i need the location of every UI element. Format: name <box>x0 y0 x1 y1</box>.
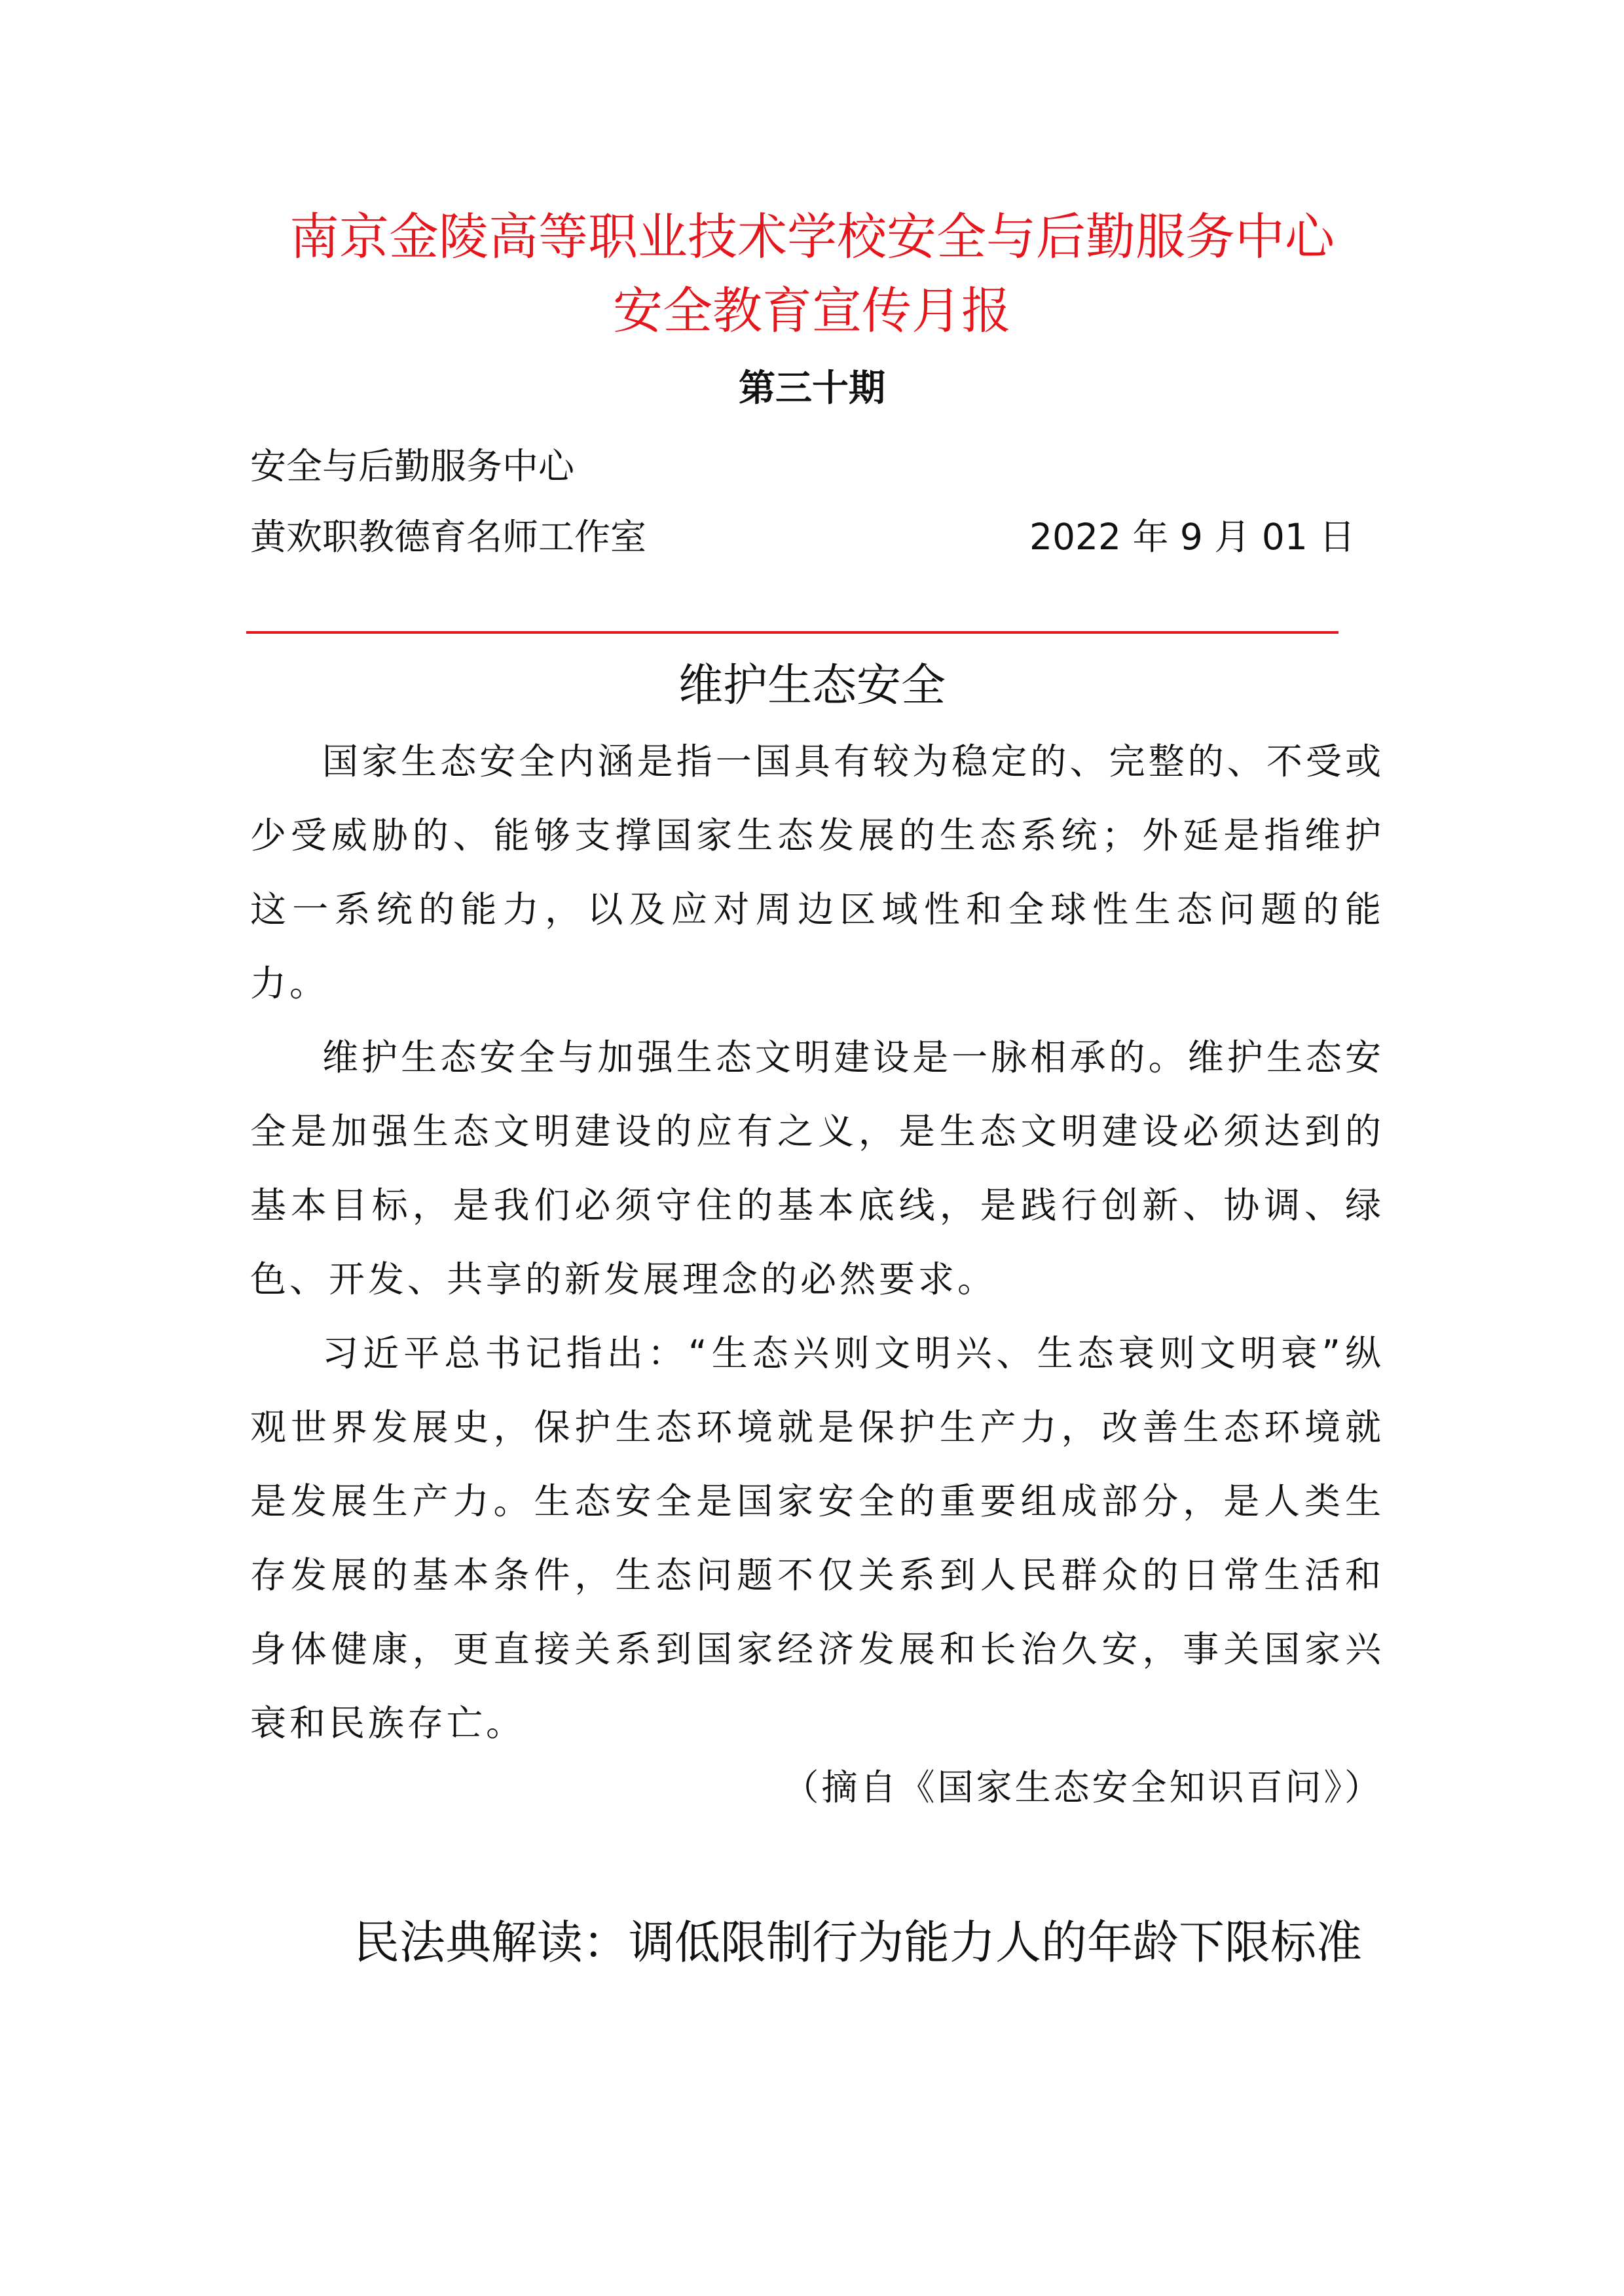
article-source: （摘自《国家生态安全知识百问》） <box>783 1766 1383 1808</box>
masthead-subtitle: 安全教育宣传月报 <box>613 282 1011 340</box>
article-body <box>250 725 1384 1760</box>
header-divider <box>246 631 1338 634</box>
article-paragraph: 国家生态安全内涵是指一国具有较为稳定的、完整的、不受或少受威胁的、能够支撑国家生态发展的生态系统；外延是指维护这一系统的能力，以及应对周边区域性和全球性生态问题的能力。 <box>250 740 1384 1004</box>
article-paragraph: 习近平总书记指出：“生态兴则文明兴、生态衰则文明衰”纵观世界发展史，保护生态环境就是保护生产力，改善生态环境就是发展生产力。生态安全是国家安全的重要组成部分，是人类生存发展的基本条件，生态问题不仅关系到人民群众的日常生活和身体健康，更直接关系到国家经济发展和长治久安，事关国家兴衰和民族存亡。 <box>250 1332 1384 1744</box>
article-title: 维护生态安全 <box>678 660 946 712</box>
issue-number: 第三十期 <box>739 367 885 410</box>
masthead-title: 南京金陵高等职业技术学校安全与后勤服务中心 <box>289 208 1335 266</box>
publisher-department: 安全与后勤服务中心 <box>250 445 575 487</box>
article-paragraph: 维护生态安全与加强生态文明建设是一脉相承的。维护生态安全是加强生态文明建设的应有之义，是生态文明建设必须达到的基本目标，是我们必须守住的基本底线，是践行创新、协调、绿色、开发、共享的新发展理念的必然要求。 <box>250 1036 1384 1300</box>
second-article-title: 民法典解读：调低限制行为能力人的年龄下限标准 <box>354 1916 1362 1969</box>
publication-date: 2022 年 9 月 01 日 <box>1029 516 1356 558</box>
publisher-studio: 黄欢职教德育名师工作室 <box>250 516 647 558</box>
